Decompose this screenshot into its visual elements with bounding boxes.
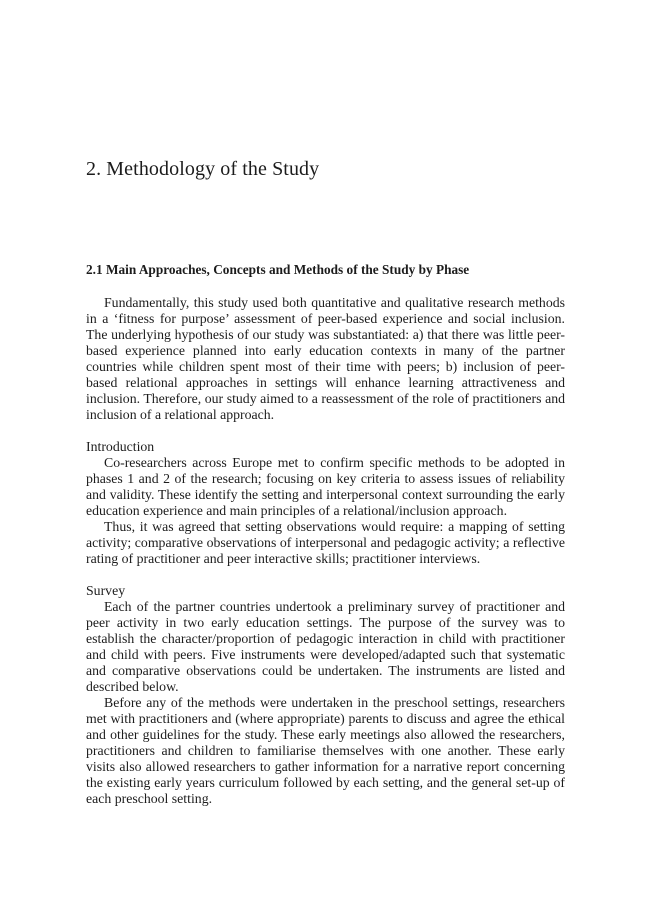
survey-heading: Survey: [86, 583, 126, 598]
section-heading: 2.1 Main Approaches, Concepts and Methods of the Study by Phase: [86, 262, 470, 277]
chapter-title: 2. Methodology of the Study: [86, 158, 320, 180]
introduction-section: [86, 439, 565, 567]
intro-section: [86, 295, 565, 423]
survey-section: [86, 583, 565, 807]
survey-paragraph-2: Before any of the methods were undertaken in the preschool settings, researchers met with practitioners and (where appropriate) parents to discuss and agree the ethical and other guidelines for the study. These early meetings also allowed the researchers, practitioners and children to familiarise themselves with one another. These early visits also allowed researchers to gather information for a narrative report concerning the existing early years curriculum followed by each setting, and the general set-up of each preschool setting.: [86, 695, 565, 806]
book-page: [86, 0, 565, 917]
introduction-heading: Introduction: [86, 439, 155, 454]
intro-paragraph: Fundamentally, this study used both quantitative and qualitative research methods in a ‘fitness for purpose’ assessment of peer-based experience and social inclusion. The underlying hypothesis of our study was substantiated: a) that there was little peer-based experience planned into early education contexts in many of the partner countries while children spent most of their time with peers; b) inclusion of peer-based relational approaches in settings will enhance learning attractiveness and inclusion. Therefore, our study aimed to a reassessment of the role of practitioners and inclusion of a relational approach.: [86, 295, 565, 422]
survey-paragraph-1: Each of the partner countries undertook a preliminary survey of practitioner and peer activity in two early education settings. The purpose of the survey was to establish the character/proportion of pedagogic interaction in child with practitioner and child with peers. Five instruments were developed/adapted such that systematic and comparative observations could be undertaken. The instruments are listed and described below.: [86, 599, 565, 694]
introduction-paragraph-1: Co-researchers across Europe met to confirm specific methods to be adopted in phases 1 and 2 of the research; focusing on key criteria to assess issues of reliability and validity. These identify the setting and interpersonal context surrounding the early education experience and main principles of a relational/inclusion approach.: [86, 455, 565, 518]
introduction-paragraph-2: Thus, it was agreed that setting observations would require: a mapping of setting activity; comparative observations of interpersonal and pedagogic activity; a reflective rating of practitioner and peer interactive skills; practitioner interviews.: [86, 519, 565, 566]
